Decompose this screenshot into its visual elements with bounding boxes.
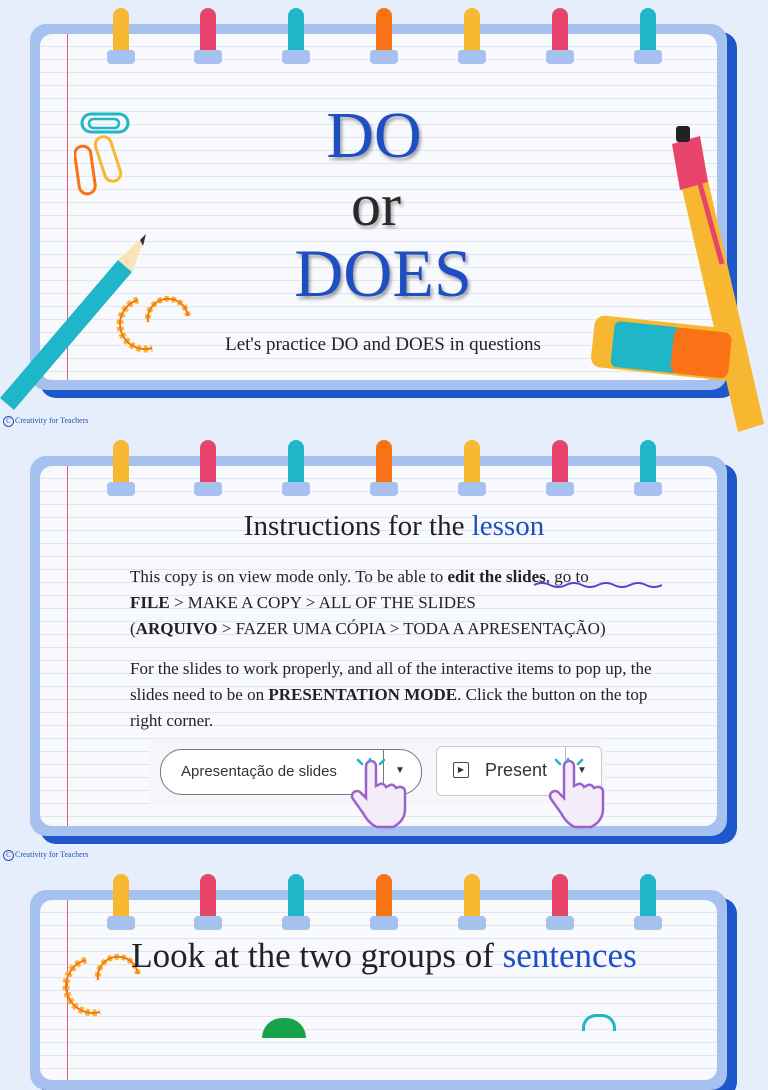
ring-icon	[376, 440, 392, 496]
title-does: DOES	[294, 235, 472, 311]
ring-icon	[113, 8, 129, 64]
instructions-paragraph-2: For the slides to work properly, and all of the interactive items to pop up, the slides need to be on PRESENTATION MODE. Click the button on the top right corner.	[130, 659, 652, 730]
credit-label: C Creativity for Teachers	[3, 850, 88, 861]
ring-icon	[113, 874, 129, 930]
ring-icon	[288, 874, 304, 930]
present-button[interactable]: ▶ Present ▼	[436, 746, 602, 796]
ring-icon	[200, 8, 216, 64]
hand-pointer-icon	[348, 758, 410, 832]
ring-icon	[640, 440, 656, 496]
ring-icon	[200, 440, 216, 496]
credit-label: C Creativity for Teachers	[3, 416, 88, 427]
present-play-icon: ▶	[453, 762, 469, 778]
instructions-paragraph-1: This copy is on view mode only. To be able to edit the slides, go to FILE > MAKE A COPY > ALL OF THE SLIDES (ARQUIVO > FAZER UMA CÓPIA > TODA A APRESENTAÇÃO)	[130, 567, 606, 638]
ring-icon	[288, 8, 304, 64]
slide-instructions	[0, 440, 768, 850]
title-or: or	[351, 172, 401, 238]
ring-icon	[464, 874, 480, 930]
ring-icon	[552, 8, 568, 64]
ring-icon	[464, 8, 480, 64]
dropdown-arrow-icon[interactable]: ▼	[577, 765, 587, 776]
sentences-heading: Look at the two groups of sentences	[131, 936, 637, 975]
slide-title	[0, 0, 768, 432]
slideshow-button[interactable]: Apresentação de slides ▼	[160, 749, 422, 795]
slide-sentences	[0, 872, 768, 1024]
ring-icon	[640, 8, 656, 64]
ring-icon	[200, 874, 216, 930]
scribble-highlight	[532, 580, 662, 590]
copyright-icon: C	[3, 850, 14, 861]
ring-icon	[552, 440, 568, 496]
ring-icon	[552, 874, 568, 930]
subtitle: Let's practice DO and DOES in questions	[225, 334, 541, 355]
ring-icon	[288, 440, 304, 496]
hand-pointer-icon	[546, 758, 608, 832]
ring-icon	[640, 874, 656, 930]
copyright-icon: C	[3, 416, 14, 427]
instructions-heading: Instructions for the lesson	[243, 510, 545, 542]
dropdown-arrow-icon[interactable]: ▼	[395, 765, 405, 776]
ring-icon	[113, 440, 129, 496]
ring-icon	[376, 874, 392, 930]
cyan-clip	[582, 1014, 616, 1031]
ring-icon	[464, 440, 480, 496]
title-do: DO	[326, 99, 422, 172]
ring-icon	[376, 8, 392, 64]
